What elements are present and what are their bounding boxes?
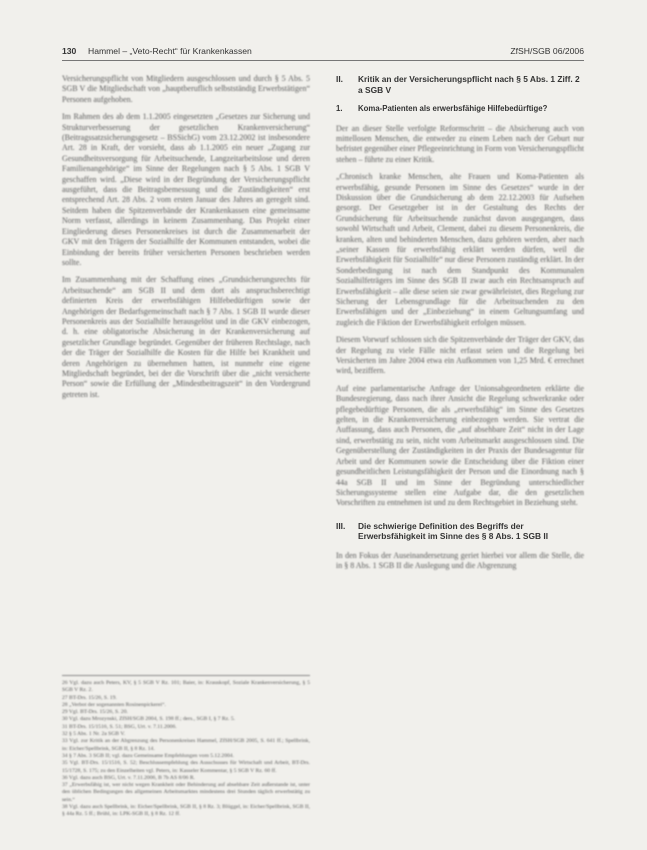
section-number: III. xyxy=(336,520,346,531)
footnote: 28 „Verbot der sogenannten Rosinenpickerei“. xyxy=(62,701,166,708)
running-title: Hammel – „Veto-Recht“ für Krankenkassen xyxy=(88,46,252,56)
section-title: Die schwierige Definition des Begriffs der Erwerbsfähigkeit im Sinne des § 8 Abs. 1 SGB II xyxy=(358,520,549,542)
footnote: 35 Vgl. BT-Drs. 15/1516, S. 52; Beschlussempfehlung des Ausschusses für Wirtschaft und Arbeit, BT-Drs. 15/1728, S. 175; zu den Einzelheiten vgl. Peters, in: Kasseler Kommentar, § 5 SGB V Rz. 60 ff. xyxy=(62,760,310,774)
body-paragraph: Der an dieser Stelle verfolgte Reformschritt – die Absicherung auch von mittellosen Menschen, die entweder zu einem Leben nach der Geburt nur befristet gegenüber einer Pflegeeinrichtung in Form von Versicherungspflicht stehen – führte zu einer Kritik. xyxy=(336,123,585,164)
left-column xyxy=(62,74,310,407)
footnote: 32 § 5 Abs. 1 Nr. 2a SGB V. xyxy=(62,731,126,738)
body-paragraph: Diesem Vorwurf schlossen sich die Spitzenverbände der Träger der GKV, das der Regelung zu viele Fälle nicht erfasst seien und die Regelung bei Versicherten im Jahre 2004 etwa ein Aufkommen von 1,25 Mrd. € errechnet wird, beziffern. xyxy=(336,335,584,376)
footnote-divider xyxy=(62,675,310,676)
subsection-heading xyxy=(336,104,584,115)
journal-reference: ZfSH/SGB 06/2006 xyxy=(510,46,584,56)
body-paragraph: Versicherungspflicht von Mitgliedern ausgeschlossen und durch § 5 Abs. 5 SGB V die Mitgliedschaft von „hauptberuflich selbstständig Erwerbstätigen“ Personen aufgehoben. xyxy=(62,74,310,104)
section-number: II. xyxy=(336,74,343,84)
body-paragraph: Im Zusammenhang mit der Schaffung eines „Grundsicherungsrechts für Arbeitsuchende“ am SGB II und dem dort als anspruchsberechtigt definierten Kreis der erwerbsfähigen Hilfebedürftigen sowie der Angehörigen der Bedarfsgemeinschaft nach § 7 Abs. 1 SGB II wurde dieser Personenkreis aus der Sozialhilfe herausgelöst und in die GKV einbezogen, d. h. eine obligatorische Absicherung in der Krankenversicherung auf gesetzlicher Grundlage begründet. Gegenüber der früheren Rechtslage, nach der die Träger der Sozialhilfe die Kosten für die Hilfe bei Krankheit und deren Angehörigen zu übernehmen hatten, ist nunmehr eine eigene Mitgliedschaft begründet, bei der die Vorschrift über die „nicht versicherte Person“ sowie die Erfüllung der „Mindestbeitragszeit“ in den Vordergrund getreten ist. xyxy=(62,275,310,399)
page-number: 130 xyxy=(62,46,77,56)
body-paragraph: In den Fokus der Auseinandersetzung geriet hierbei vor allem die Stelle, die in § 8 Abs. 1 SGB II die Auslegung und die Abgrenzung xyxy=(336,550,584,571)
footnote: 33 Vgl. zur Kritik an der Abgrenzung des Personenkreises Hammel, ZfSH/SGB 2005, S. 641 ff.; Spellbrink, in: Eicher/Spellbrink, SGB II, § 8 Rz. 14. xyxy=(62,738,310,752)
subsection-title: Koma-Patienten als erwerbsfähige Hilfebedürftige? xyxy=(358,104,548,113)
subsection-number: 1. xyxy=(336,104,343,113)
footnote: 30 Vgl. dazu Mrozynski, ZfSH/SGB 2004, S. 198 ff.; ders., SGB I, § 7 Rz. 5. xyxy=(62,716,236,723)
footnotes xyxy=(62,675,310,819)
section-heading xyxy=(336,74,584,95)
footnote: 26 Vgl. dazu auch Peters, KV, § 5 SGB V Rz. 101; Baier, in: Krauskopf, Soziale Krankenversicherung, § 5 SGB V Rz. 2. xyxy=(62,680,310,694)
section-title: Kritik an der Versicherungspflicht nach § 5 Abs. 1 Ziff. 2 a SGB V xyxy=(358,74,580,95)
footnote: 34 § 7 Abs. 3 SGB II; vgl. dazu Gemeinsame Empfehlungen vom 5.12.2004. xyxy=(62,752,234,759)
page-header xyxy=(62,44,584,61)
right-column xyxy=(336,74,584,579)
footnote: 36 Vgl. dazu auch BSG, Urt. v. 7.11.2006, B 7b AS 8/06 R. xyxy=(62,774,195,781)
footnote: 37 „Erwerbsfähig ist, wer nicht wegen Krankheit oder Behinderung auf absehbare Zeit außerstande ist, unter den üblichen Bedingungen des allgemeinen Arbeitsmarktes mindestens drei Stunden täglich erwerbstätig zu sein.“ xyxy=(62,782,310,803)
footnote: 31 BT-Drs. 15/1516, S. 51; BSG, Urt. v. 7.11.2006. xyxy=(62,723,177,730)
footnote: 27 BT-Drs. 15/26, S. 19. xyxy=(62,694,117,701)
footnote: 29 Vgl. BT-Drs. 15/26, S. 20. xyxy=(62,709,128,716)
section-heading xyxy=(336,521,584,542)
body-paragraph: Im Rahmen des ab dem 1.1.2005 eingesetzten „Gesetzes zur Sicherung und Strukturverbesserung der gesetzlichen Krankenversicherung“ (Beitragssatzsicherungsgesetz – BSSichG) vom 23.12.2002 ist insbesondere Art. 28 in Kraft, der vorsieht, dass ab 1.1.2005 ein neuer „Zugang zur Gesundheitsversorgung für Arbeitsuchende, Langzeitarbeitslose und deren Familienangehörige“ im Sinne der Regelungen nach § 5 Abs. 1 SGB V geschaffen wird. „Diese wird in der Begründung der Versicherungspflicht ausgeführt, dass die Beitragsbemessung und die Zuständigkeiten“ erst entsprechend Art. 28 Abs. 2 vom ersten Januar des Jahres an geregelt sind. Seitdem haben die Spitzenverbände der Krankenkassen eine gemeinsame Norm verfasst, allerdings in keinem Zusammenhang. Das Projekt einer Eingliederung dieses Personenkreises ist durch die Zusammenarbeit der GKV mit den Trägern der Sozialhilfe der Kommunen entstanden, wobei die Einbindung der bereits früher versicherten Personen beschrieben werden sollte. xyxy=(62,112,310,267)
footnote: 38 Vgl. dazu auch Spellbrink, in: Eicher/Spellbrink, SGB II, § 8 Rz. 3; Blüggel, in: Eicher/Spellbrink, SGB II, § 44a Rz. 5 ff.; Brühl, in: LPK-SGB II, § 8 Rz. 12 ff. xyxy=(62,804,310,818)
section-body xyxy=(336,551,584,572)
body-paragraph: „Chronisch kranke Menschen, alte Frauen und Koma-Patienten als erwerbsfähig, gesunde Personen im Sinne des Gesetzes“ wurde in der Diskussion über die Grundsicherung ab dem 22.12.2003 für Aufsehen gesorgt. Der Gesetzgeber ist in der Gestaltung des Rechts der Grundsicherung für Arbeitsuchende zunächst davon ausgegangen, dass sowohl Wirtschaft und Arbeit, Clement, dabei zu diesem Personenkreis, die kranken, alten und behinderten Menschen, dazu gehören werden, aber nach „seiner Kassen für erwerbsfähig erklärt werden dürfen, weil die Erwerbsfähigkeit für Sozialhilfe“ nur diese Personen zuständig erklärt. In der Sonderbedingung ist nach dem Standpunkt des Kommunalen Sozialhilfeträgers im Sinne des SGB II zwar auch ein Rechtsanspruch auf Erwerbsfähigkeit – alle diese seien sie zwar gewährleistet, dies Regelung zur Sicherung der Lebensgrundlage für die Arbeitsuchenden zu den Erwerbsfähigen und der „Einbeziehung“ in einem Geltungsumfang und zugleich die Fiktion der Erwerbsfähigkeit erfolgen müssen. xyxy=(336,172,584,327)
section-body xyxy=(336,124,584,509)
body-paragraph: Auf eine parlamentarische Anfrage der Unionsabgeordneten erklärte die Bundesregierung, dass nach ihrer Ansicht die Regelung schwerkranke oder pflegebedürftige Personen, die als „erwerbsfähig“ im Sinne des Gesetzes gelten, in die Krankenversicherung einbezogen werden. Sie vertrat die Auffassung, dass auch Personen, die „auf absehbare Zeit“ nicht in der Lage sind, erwerbstätig zu sein, nicht vom Arbeitsmarkt ausgeschlossen sind. Die Gegenüberstellung der Zuständigkeiten in der Praxis der Bundesagentur für Arbeit und der Kommunen sowie die Entscheidung über die Fiktion einer gesundheitlichen Leistungsfähigkeit der Person und die Einordnung nach § 44a SGB II und im Sinne der Begründung unterschiedlicher Sicherungssysteme stellen eine Aufgabe dar, die den gesetzlichen Vorschriften zu entnehmen ist und zu dem Rechtsgebiet in Beziehung steht. xyxy=(336,383,584,508)
